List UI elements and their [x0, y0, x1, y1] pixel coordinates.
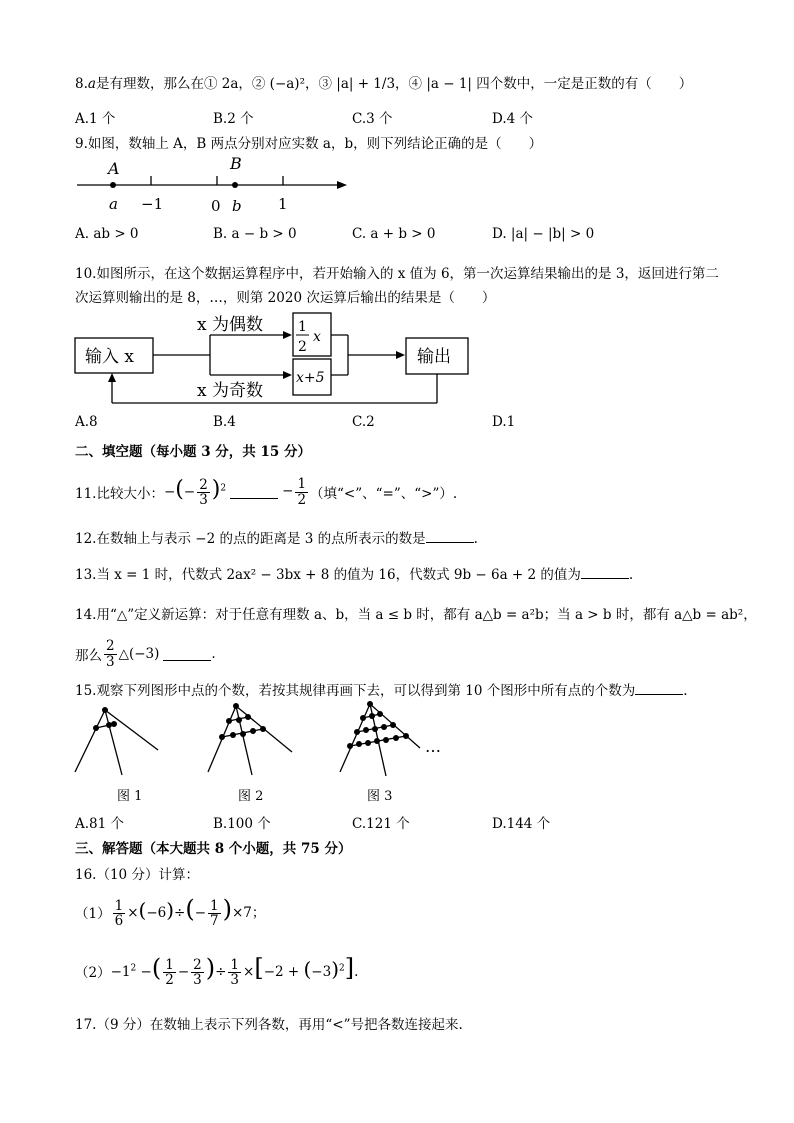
- q16-part1-expression: $\frac{1}{6}$ ×(−6)÷(− $\frac{1}{7}$ )×7；: [114, 895, 266, 930]
- q8-text: 是有理数，那么在① 2a，② (−a)²，③ |a| + 1/3，④ |a − 1| 四个数中，一定是正数的有（ ）: [95, 76, 693, 92]
- q8-option-b: B.2 个: [213, 111, 254, 127]
- arrow-odd-icon: [283, 371, 292, 379]
- q8-option-a: A.1 个: [75, 111, 116, 127]
- tick-label-1: 1: [278, 195, 288, 213]
- arrow-return-icon: [108, 373, 116, 382]
- q10-option-a: A.8: [75, 414, 98, 430]
- q11-expr-right: − $\frac{1}{2}$: [282, 476, 307, 508]
- q14-answer-blank[interactable]: [163, 648, 211, 661]
- figure-2: [208, 703, 292, 775]
- q10-flowchart: [72, 308, 482, 408]
- even-op-numerator: 1: [298, 319, 307, 335]
- q11-answer-blank[interactable]: [230, 486, 278, 499]
- figure-1-label: 图 1: [117, 789, 143, 804]
- q8-option-d: D.4 个: [492, 111, 534, 127]
- q16-part1-label: （1）: [75, 906, 111, 922]
- q12-text: 12.在数轴上与表示 −2 的点的距离是 3 的点所表示的数是: [75, 531, 426, 547]
- q14-line2-expr: △(−3): [118, 646, 160, 662]
- tick-label-minus-1: −1: [141, 195, 164, 213]
- q9-option-c: C. a + b > 0: [352, 226, 436, 242]
- arrow-output-icon: [396, 351, 405, 359]
- q9-option-d: D. |a| − |b| > 0: [492, 226, 595, 242]
- point-label-a: A: [108, 159, 120, 178]
- q15-text: 15.观察下列图形中点的个数，若按其规律再画下去，可以得到第 10 个图形中所有点的个数为: [75, 683, 636, 699]
- q10-option-b: B.4: [213, 414, 236, 430]
- q16-part2-expression: $-1^2$ −( $\frac{1}{2}$ − $\frac{2}{3}$ )÷ $\frac{1}{3}$ $\times[-2 + (-3)^2]$.: [110, 954, 359, 989]
- tick-label-a: a: [109, 195, 118, 213]
- q13-text: 13.当 x = 1 时，代数式 2ax² − 3bx + 8 的值为 16，代数式 9b − 6a + 2 的值为: [75, 567, 581, 583]
- odd-operation-label: x+5: [296, 370, 325, 386]
- q9-stem: 9.如图，数轴上 A，B 两点分别对应实数 a，b，则下列结论正确的是（ ）: [75, 136, 543, 152]
- q10-stem-line1: 10.如图所示，在这个数据运算程序中，若开始输入的 x 值为 6，第一次运算结果输出的是 3，返回进行第二: [75, 266, 719, 282]
- figure-3-label: 图 3: [367, 789, 393, 804]
- q10-option-d: D.1: [492, 414, 516, 430]
- q15-option-c: C.121 个: [352, 816, 410, 832]
- ellipsis: …: [425, 737, 441, 756]
- figure-2-label: 图 2: [238, 789, 264, 804]
- point-label-b: B: [230, 154, 242, 173]
- tick-label-b: b: [232, 197, 242, 215]
- section-2-heading: 二、填空题（每小题 3 分，共 15 分）: [75, 444, 311, 460]
- q16-part2: [75, 948, 358, 994]
- input-label: 输入 x: [85, 347, 134, 367]
- q15-option-d: D.144 个: [492, 816, 551, 832]
- q15-stem: 15.观察下列图形中点的个数，若按其规律再画下去，可以得到第 10 个图形中所有点的个数为 .: [75, 683, 688, 699]
- q14-stem-line1: 14.用“△”定义新运算：对于任意有理数 a、b，当 a ≤ b 时，都有 a△b = a²b；当 a > b 时，都有 a△b = ab²，: [75, 607, 757, 623]
- q13-stem: 13.当 x = 1 时，代数式 2ax² − 3bx + 8 的值为 16，代数式 9b − 6a + 2 的值为 .: [75, 567, 634, 583]
- q11-expr-left: −(− $\frac{2}{3}$ )$^2$: [163, 476, 227, 508]
- even-condition-label: x 为偶数: [197, 315, 263, 335]
- q16-part2-label: （2）: [75, 965, 111, 981]
- q17-stem: 17.（9 分）在数轴上表示下列各数，再用“<”号把各数连接起来.: [75, 1017, 463, 1033]
- q10-stem-line2: 次运算则输出的是 8，…，则第 2020 次运算后输出的结果是（ ）: [75, 290, 496, 306]
- even-op-variable: x: [313, 329, 321, 345]
- even-op-denominator: 2: [298, 339, 307, 355]
- q15-dot-figures: [70, 700, 470, 810]
- q8-option-c: C.3 个: [352, 111, 393, 127]
- q9-option-a: A. ab > 0: [75, 226, 139, 242]
- q12-answer-blank[interactable]: [426, 530, 474, 543]
- figure-3: [340, 701, 420, 776]
- q12-stem: 12.在数轴上与表示 −2 的点的距离是 3 的点所表示的数是 .: [75, 531, 478, 547]
- section-3-heading: 三、解答题（本大题共 8 个小题，共 75 分）: [75, 841, 352, 857]
- q11-prefix: 11.比较大小：: [75, 486, 164, 502]
- figure-1: [75, 707, 158, 775]
- q16-part1: [75, 889, 265, 935]
- q15-option-a: A.81 个: [75, 816, 125, 832]
- q8-stem: [75, 72, 692, 92]
- q11-suffix: （填“<”、“=”、“>”）.: [310, 486, 458, 502]
- q16-header: 16.（10 分）计算：: [75, 867, 199, 883]
- arrow-even-icon: [283, 331, 292, 339]
- tick-label-0: 0: [211, 197, 221, 215]
- q10-option-c: C.2: [352, 414, 375, 430]
- q15-option-b: B.100 个: [213, 816, 271, 832]
- arrow-head-icon: [337, 181, 347, 189]
- point-a-dot: [110, 182, 116, 188]
- q8-number: 8.: [75, 76, 88, 92]
- odd-condition-label: x 为奇数: [197, 381, 263, 401]
- q14-stem-line2: 那么 $\frac{2}{3}$ △(−3) .: [75, 638, 216, 670]
- output-label: 输出: [417, 347, 451, 367]
- q14-fraction: $\frac{2}{3}$: [106, 638, 115, 670]
- q11-stem: [75, 472, 457, 512]
- q15-answer-blank[interactable]: [635, 682, 683, 695]
- q14-line2-prefix: 那么: [75, 648, 102, 664]
- point-b-dot: [232, 182, 238, 188]
- q9-number-line-figure: [75, 152, 355, 217]
- q9-option-b: B. a − b > 0: [213, 226, 297, 242]
- q8-variable: a: [87, 76, 96, 92]
- q13-answer-blank[interactable]: [581, 566, 629, 579]
